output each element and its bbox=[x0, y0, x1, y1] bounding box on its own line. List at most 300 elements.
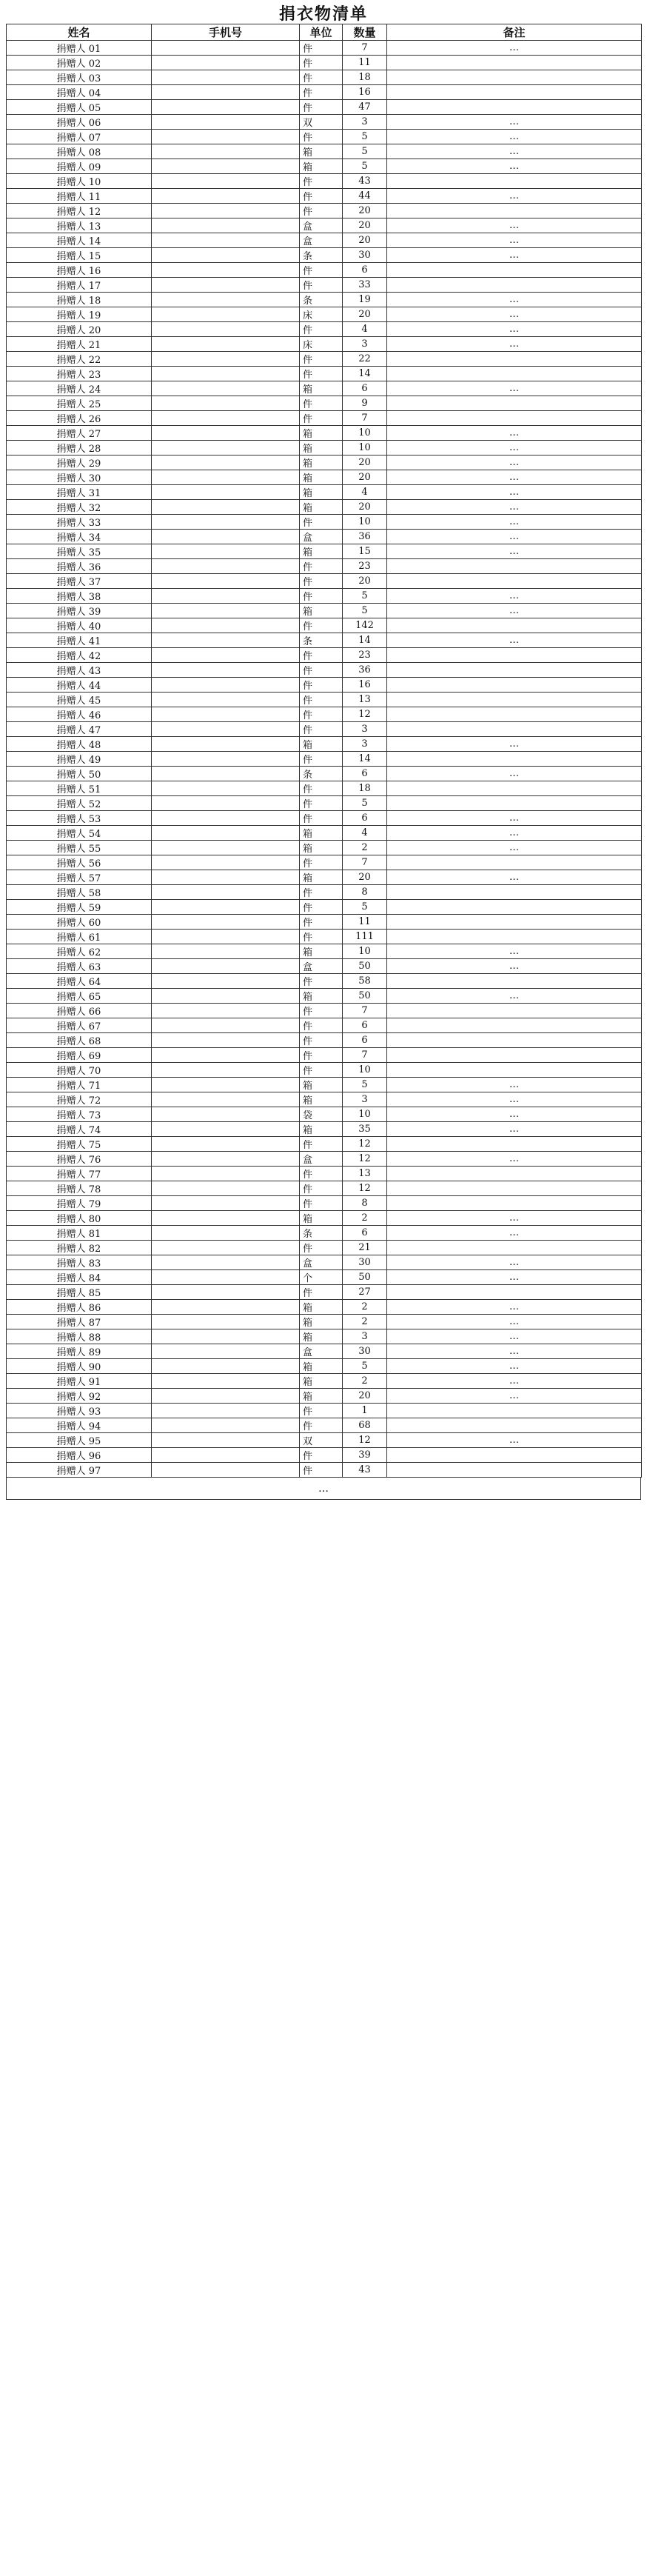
phone-cell bbox=[152, 130, 300, 144]
donor-name-cell: 捐赠人 74 bbox=[7, 1122, 152, 1137]
table-row bbox=[7, 293, 642, 307]
phone-cell bbox=[152, 1196, 300, 1211]
phone-cell bbox=[152, 1241, 300, 1255]
phone-cell bbox=[152, 930, 300, 944]
unit-cell: 件 bbox=[300, 411, 343, 426]
phone-cell bbox=[152, 767, 300, 781]
quantity-cell: 20 bbox=[343, 574, 387, 589]
donor-name-cell: 捐赠人 91 bbox=[7, 1374, 152, 1389]
phone-cell bbox=[152, 633, 300, 648]
unit-cell: 箱 bbox=[300, 826, 343, 841]
unit-cell: 盒 bbox=[300, 530, 343, 544]
phone-cell bbox=[152, 811, 300, 826]
table-row bbox=[7, 1285, 642, 1300]
note-cell: … bbox=[387, 1374, 642, 1389]
quantity-cell: 3 bbox=[343, 115, 387, 130]
quantity-cell: 8 bbox=[343, 885, 387, 900]
note-cell: … bbox=[387, 337, 642, 352]
donor-name-cell: 捐赠人 37 bbox=[7, 574, 152, 589]
quantity-cell: 4 bbox=[343, 826, 387, 841]
note-cell bbox=[387, 900, 642, 915]
unit-cell: 双 bbox=[300, 1433, 343, 1448]
note-cell: … bbox=[387, 544, 642, 559]
phone-cell bbox=[152, 618, 300, 633]
phone-cell bbox=[152, 678, 300, 693]
donor-name-cell: 捐赠人 82 bbox=[7, 1241, 152, 1255]
note-cell: … bbox=[387, 144, 642, 159]
unit-cell: 箱 bbox=[300, 1092, 343, 1107]
table-row bbox=[7, 693, 642, 707]
donor-name-cell: 捐赠人 77 bbox=[7, 1167, 152, 1181]
phone-cell bbox=[152, 1033, 300, 1048]
donor-name-cell: 捐赠人 41 bbox=[7, 633, 152, 648]
note-cell bbox=[387, 1418, 642, 1433]
note-cell: … bbox=[387, 1122, 642, 1137]
unit-cell: 件 bbox=[300, 278, 343, 293]
unit-cell: 床 bbox=[300, 337, 343, 352]
phone-cell bbox=[152, 411, 300, 426]
note-cell bbox=[387, 1167, 642, 1181]
table-row bbox=[7, 1181, 642, 1196]
note-cell: … bbox=[387, 115, 642, 130]
phone-cell bbox=[152, 885, 300, 900]
donor-name-cell: 捐赠人 90 bbox=[7, 1359, 152, 1374]
phone-cell bbox=[152, 1270, 300, 1285]
phone-cell bbox=[152, 1359, 300, 1374]
note-cell bbox=[387, 781, 642, 796]
header-phone: 手机号 bbox=[152, 24, 300, 41]
quantity-cell: 43 bbox=[343, 174, 387, 189]
donor-name-cell: 捐赠人 61 bbox=[7, 930, 152, 944]
phone-cell bbox=[152, 485, 300, 500]
donor-name-cell: 捐赠人 38 bbox=[7, 589, 152, 604]
quantity-cell: 50 bbox=[343, 989, 387, 1004]
donor-name-cell: 捐赠人 89 bbox=[7, 1344, 152, 1359]
quantity-cell: 11 bbox=[343, 56, 387, 70]
table-row bbox=[7, 841, 642, 855]
quantity-cell: 3 bbox=[343, 1092, 387, 1107]
quantity-cell: 5 bbox=[343, 130, 387, 144]
quantity-cell: 30 bbox=[343, 1344, 387, 1359]
unit-cell: 件 bbox=[300, 811, 343, 826]
phone-cell bbox=[152, 1300, 300, 1315]
note-cell bbox=[387, 1137, 642, 1152]
quantity-cell: 10 bbox=[343, 426, 387, 441]
note-cell: … bbox=[387, 515, 642, 530]
table-row bbox=[7, 352, 642, 367]
phone-cell bbox=[152, 559, 300, 574]
donor-name-cell: 捐赠人 53 bbox=[7, 811, 152, 826]
note-cell bbox=[387, 367, 642, 381]
donor-name-cell: 捐赠人 46 bbox=[7, 707, 152, 722]
table-row bbox=[7, 441, 642, 456]
table-row bbox=[7, 218, 642, 233]
quantity-cell: 142 bbox=[343, 618, 387, 633]
unit-cell: 件 bbox=[300, 589, 343, 604]
note-cell bbox=[387, 574, 642, 589]
phone-cell bbox=[152, 1315, 300, 1329]
unit-cell: 件 bbox=[300, 396, 343, 411]
phone-cell bbox=[152, 1107, 300, 1122]
donor-name-cell: 捐赠人 58 bbox=[7, 885, 152, 900]
note-cell bbox=[387, 1063, 642, 1078]
phone-cell bbox=[152, 115, 300, 130]
quantity-cell: 10 bbox=[343, 1063, 387, 1078]
phone-cell bbox=[152, 1255, 300, 1270]
unit-cell: 件 bbox=[300, 1033, 343, 1048]
unit-cell: 件 bbox=[300, 900, 343, 915]
quantity-cell: 6 bbox=[343, 1018, 387, 1033]
table-row bbox=[7, 1196, 642, 1211]
table-row bbox=[7, 1137, 642, 1152]
phone-cell bbox=[152, 144, 300, 159]
table-row bbox=[7, 559, 642, 574]
donor-name-cell: 捐赠人 48 bbox=[7, 737, 152, 752]
note-cell: … bbox=[387, 1107, 642, 1122]
table-row bbox=[7, 115, 642, 130]
note-cell: … bbox=[387, 1152, 642, 1167]
table-row bbox=[7, 915, 642, 930]
donor-name-cell: 捐赠人 12 bbox=[7, 204, 152, 218]
phone-cell bbox=[152, 1152, 300, 1167]
unit-cell: 件 bbox=[300, 574, 343, 589]
note-cell: … bbox=[387, 381, 642, 396]
unit-cell: 箱 bbox=[300, 1374, 343, 1389]
phone-cell bbox=[152, 1463, 300, 1478]
quantity-cell: 5 bbox=[343, 900, 387, 915]
donor-name-cell: 捐赠人 09 bbox=[7, 159, 152, 174]
quantity-cell: 18 bbox=[343, 70, 387, 85]
unit-cell: 件 bbox=[300, 855, 343, 870]
header-qty: 数量 bbox=[343, 24, 387, 41]
donor-name-cell: 捐赠人 57 bbox=[7, 870, 152, 885]
donor-name-cell: 捐赠人 47 bbox=[7, 722, 152, 737]
donor-name-cell: 捐赠人 83 bbox=[7, 1255, 152, 1270]
table-row bbox=[7, 278, 642, 293]
table-row bbox=[7, 959, 642, 974]
note-cell bbox=[387, 752, 642, 767]
table-row bbox=[7, 1418, 642, 1433]
unit-cell: 件 bbox=[300, 663, 343, 678]
quantity-cell: 21 bbox=[343, 1241, 387, 1255]
phone-cell bbox=[152, 100, 300, 115]
quantity-cell: 12 bbox=[343, 1181, 387, 1196]
unit-cell: 件 bbox=[300, 930, 343, 944]
unit-cell: 件 bbox=[300, 41, 343, 56]
unit-cell: 件 bbox=[300, 1004, 343, 1018]
table-row bbox=[7, 618, 642, 633]
donor-name-cell: 捐赠人 70 bbox=[7, 1063, 152, 1078]
quantity-cell: 14 bbox=[343, 752, 387, 767]
phone-cell bbox=[152, 826, 300, 841]
note-cell: … bbox=[387, 870, 642, 885]
table-row bbox=[7, 1359, 642, 1374]
quantity-cell: 43 bbox=[343, 1463, 387, 1478]
quantity-cell: 2 bbox=[343, 1300, 387, 1315]
note-cell bbox=[387, 204, 642, 218]
quantity-cell: 23 bbox=[343, 559, 387, 574]
table-row bbox=[7, 500, 642, 515]
quantity-cell: 3 bbox=[343, 722, 387, 737]
unit-cell: 箱 bbox=[300, 544, 343, 559]
unit-cell: 件 bbox=[300, 189, 343, 204]
table-row bbox=[7, 130, 642, 144]
table-row bbox=[7, 322, 642, 337]
quantity-cell: 30 bbox=[343, 248, 387, 263]
unit-cell: 件 bbox=[300, 678, 343, 693]
donor-name-cell: 捐赠人 39 bbox=[7, 604, 152, 618]
table-row bbox=[7, 307, 642, 322]
donor-name-cell: 捐赠人 06 bbox=[7, 115, 152, 130]
note-cell bbox=[387, 70, 642, 85]
unit-cell: 件 bbox=[300, 322, 343, 337]
donor-name-cell: 捐赠人 49 bbox=[7, 752, 152, 767]
table-row bbox=[7, 1226, 642, 1241]
phone-cell bbox=[152, 381, 300, 396]
unit-cell: 盒 bbox=[300, 218, 343, 233]
unit-cell: 盒 bbox=[300, 1344, 343, 1359]
quantity-cell: 44 bbox=[343, 189, 387, 204]
note-cell: … bbox=[387, 826, 642, 841]
unit-cell: 件 bbox=[300, 1137, 343, 1152]
unit-cell: 箱 bbox=[300, 1122, 343, 1137]
table-row bbox=[7, 678, 642, 693]
unit-cell: 箱 bbox=[300, 1078, 343, 1092]
phone-cell bbox=[152, 278, 300, 293]
donor-name-cell: 捐赠人 97 bbox=[7, 1463, 152, 1478]
table-row bbox=[7, 1374, 642, 1389]
header-unit: 单位 bbox=[300, 24, 343, 41]
table-row bbox=[7, 174, 642, 189]
donor-name-cell: 捐赠人 96 bbox=[7, 1448, 152, 1463]
unit-cell: 件 bbox=[300, 1241, 343, 1255]
donor-name-cell: 捐赠人 14 bbox=[7, 233, 152, 248]
note-cell: … bbox=[387, 159, 642, 174]
unit-cell: 件 bbox=[300, 752, 343, 767]
table-row bbox=[7, 544, 642, 559]
table-row bbox=[7, 204, 642, 218]
phone-cell bbox=[152, 70, 300, 85]
note-cell bbox=[387, 56, 642, 70]
donor-name-cell: 捐赠人 52 bbox=[7, 796, 152, 811]
unit-cell: 件 bbox=[300, 367, 343, 381]
unit-cell: 件 bbox=[300, 352, 343, 367]
donor-name-cell: 捐赠人 71 bbox=[7, 1078, 152, 1092]
donor-name-cell: 捐赠人 67 bbox=[7, 1018, 152, 1033]
donor-name-cell: 捐赠人 40 bbox=[7, 618, 152, 633]
table-row bbox=[7, 189, 642, 204]
unit-cell: 件 bbox=[300, 1181, 343, 1196]
table-row bbox=[7, 100, 642, 115]
table-row bbox=[7, 1063, 642, 1078]
quantity-cell: 4 bbox=[343, 322, 387, 337]
table-row bbox=[7, 530, 642, 544]
note-cell bbox=[387, 352, 642, 367]
donor-name-cell: 捐赠人 36 bbox=[7, 559, 152, 574]
quantity-cell: 1 bbox=[343, 1404, 387, 1418]
quantity-cell: 35 bbox=[343, 1122, 387, 1137]
phone-cell bbox=[152, 944, 300, 959]
table-row bbox=[7, 944, 642, 959]
phone-cell bbox=[152, 1448, 300, 1463]
note-cell: … bbox=[387, 218, 642, 233]
unit-cell: 箱 bbox=[300, 1211, 343, 1226]
donor-name-cell: 捐赠人 63 bbox=[7, 959, 152, 974]
unit-cell: 件 bbox=[300, 1167, 343, 1181]
unit-cell: 件 bbox=[300, 1048, 343, 1063]
note-cell bbox=[387, 693, 642, 707]
table-row bbox=[7, 1092, 642, 1107]
phone-cell bbox=[152, 470, 300, 485]
quantity-cell: 9 bbox=[343, 396, 387, 411]
donor-name-cell: 捐赠人 13 bbox=[7, 218, 152, 233]
quantity-cell: 6 bbox=[343, 1226, 387, 1241]
donor-name-cell: 捐赠人 15 bbox=[7, 248, 152, 263]
table-body bbox=[7, 41, 642, 1478]
table-row bbox=[7, 426, 642, 441]
note-cell: … bbox=[387, 1329, 642, 1344]
unit-cell: 箱 bbox=[300, 1359, 343, 1374]
note-cell bbox=[387, 618, 642, 633]
header-name: 姓名 bbox=[7, 24, 152, 41]
phone-cell bbox=[152, 604, 300, 618]
donor-name-cell: 捐赠人 73 bbox=[7, 1107, 152, 1122]
unit-cell: 箱 bbox=[300, 144, 343, 159]
unit-cell: 件 bbox=[300, 100, 343, 115]
unit-cell: 件 bbox=[300, 796, 343, 811]
donor-name-cell: 捐赠人 76 bbox=[7, 1152, 152, 1167]
phone-cell bbox=[152, 426, 300, 441]
quantity-cell: 47 bbox=[343, 100, 387, 115]
table-row bbox=[7, 411, 642, 426]
unit-cell: 盒 bbox=[300, 959, 343, 974]
donor-name-cell: 捐赠人 94 bbox=[7, 1418, 152, 1433]
quantity-cell: 11 bbox=[343, 915, 387, 930]
donor-name-cell: 捐赠人 35 bbox=[7, 544, 152, 559]
quantity-cell: 10 bbox=[343, 944, 387, 959]
phone-cell bbox=[152, 159, 300, 174]
phone-cell bbox=[152, 248, 300, 263]
table-row bbox=[7, 722, 642, 737]
quantity-cell: 2 bbox=[343, 841, 387, 855]
quantity-cell: 16 bbox=[343, 678, 387, 693]
note-cell: … bbox=[387, 1389, 642, 1404]
unit-cell: 件 bbox=[300, 915, 343, 930]
phone-cell bbox=[152, 500, 300, 515]
note-cell: … bbox=[387, 811, 642, 826]
donor-name-cell: 捐赠人 69 bbox=[7, 1048, 152, 1063]
quantity-cell: 6 bbox=[343, 263, 387, 278]
table-row bbox=[7, 796, 642, 811]
table-row bbox=[7, 233, 642, 248]
donor-name-cell: 捐赠人 54 bbox=[7, 826, 152, 841]
quantity-cell: 7 bbox=[343, 855, 387, 870]
phone-cell bbox=[152, 1018, 300, 1033]
unit-cell: 件 bbox=[300, 974, 343, 989]
quantity-cell: 23 bbox=[343, 648, 387, 663]
quantity-cell: 14 bbox=[343, 367, 387, 381]
phone-cell bbox=[152, 693, 300, 707]
table-row bbox=[7, 485, 642, 500]
donor-name-cell: 捐赠人 07 bbox=[7, 130, 152, 144]
table-row bbox=[7, 1122, 642, 1137]
donor-name-cell: 捐赠人 92 bbox=[7, 1389, 152, 1404]
note-cell: … bbox=[387, 604, 642, 618]
phone-cell bbox=[152, 41, 300, 56]
note-cell: … bbox=[387, 589, 642, 604]
note-cell bbox=[387, 278, 642, 293]
phone-cell bbox=[152, 322, 300, 337]
quantity-cell: 20 bbox=[343, 1389, 387, 1404]
note-cell bbox=[387, 707, 642, 722]
donor-name-cell: 捐赠人 72 bbox=[7, 1092, 152, 1107]
table-row bbox=[7, 1255, 642, 1270]
table-row bbox=[7, 826, 642, 841]
table-row bbox=[7, 1033, 642, 1048]
unit-cell: 件 bbox=[300, 174, 343, 189]
donor-name-cell: 捐赠人 05 bbox=[7, 100, 152, 115]
phone-cell bbox=[152, 574, 300, 589]
unit-cell: 件 bbox=[300, 204, 343, 218]
quantity-cell: 7 bbox=[343, 41, 387, 56]
phone-cell bbox=[152, 218, 300, 233]
note-cell bbox=[387, 796, 642, 811]
donor-name-cell: 捐赠人 10 bbox=[7, 174, 152, 189]
quantity-cell: 6 bbox=[343, 1033, 387, 1048]
table-row bbox=[7, 855, 642, 870]
donor-name-cell: 捐赠人 56 bbox=[7, 855, 152, 870]
phone-cell bbox=[152, 870, 300, 885]
quantity-cell: 13 bbox=[343, 1167, 387, 1181]
phone-cell bbox=[152, 648, 300, 663]
phone-cell bbox=[152, 989, 300, 1004]
donation-table bbox=[6, 24, 642, 1478]
table-row bbox=[7, 589, 642, 604]
note-cell: … bbox=[387, 485, 642, 500]
quantity-cell: 5 bbox=[343, 144, 387, 159]
unit-cell: 条 bbox=[300, 293, 343, 307]
donor-name-cell: 捐赠人 23 bbox=[7, 367, 152, 381]
quantity-cell: 19 bbox=[343, 293, 387, 307]
donor-name-cell: 捐赠人 85 bbox=[7, 1285, 152, 1300]
table-row bbox=[7, 1078, 642, 1092]
header-note: 备注 bbox=[387, 24, 642, 41]
phone-cell bbox=[152, 722, 300, 737]
note-cell: … bbox=[387, 959, 642, 974]
table-row bbox=[7, 396, 642, 411]
unit-cell: 箱 bbox=[300, 441, 343, 456]
phone-cell bbox=[152, 1078, 300, 1092]
unit-cell: 件 bbox=[300, 1448, 343, 1463]
table-row bbox=[7, 1389, 642, 1404]
quantity-cell: 68 bbox=[343, 1418, 387, 1433]
phone-cell bbox=[152, 1329, 300, 1344]
donor-name-cell: 捐赠人 30 bbox=[7, 470, 152, 485]
phone-cell bbox=[152, 1092, 300, 1107]
table-row bbox=[7, 1107, 642, 1122]
quantity-cell: 20 bbox=[343, 870, 387, 885]
phone-cell bbox=[152, 1344, 300, 1359]
donor-name-cell: 捐赠人 18 bbox=[7, 293, 152, 307]
unit-cell: 箱 bbox=[300, 1389, 343, 1404]
note-cell: … bbox=[387, 441, 642, 456]
table-row bbox=[7, 248, 642, 263]
donor-name-cell: 捐赠人 25 bbox=[7, 396, 152, 411]
note-cell bbox=[387, 174, 642, 189]
phone-cell bbox=[152, 1063, 300, 1078]
quantity-cell: 20 bbox=[343, 204, 387, 218]
note-cell: … bbox=[387, 530, 642, 544]
